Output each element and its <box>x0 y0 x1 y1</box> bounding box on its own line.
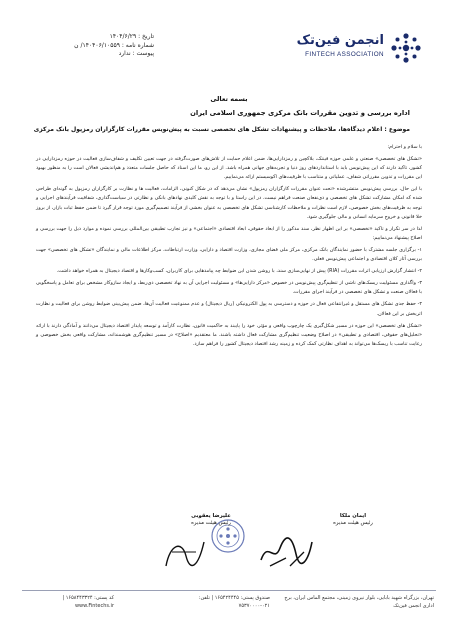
letter-meta <box>44 33 154 59</box>
fintech-logo-icon <box>390 32 422 64</box>
handwritten-signature-2 <box>160 532 210 572</box>
addressee: اداره بررسی و تدوین مقررات بانک مرکزی جمهوری اسلامی ایران <box>190 109 410 117</box>
logo-persian-name: انجمن فین‌تک <box>296 33 384 48</box>
footer-address: تهران، بزرگراه شهید بابایی، بلوار نیروی زمینی، مجتمع الماس ایران، برج اداری انجمن فین‌تک <box>284 595 434 609</box>
paragraph: لذا در سر تکرار و تاکید «تخصصی» بر این اظهار نظر، سند مذکور را از ابعاد حقوقی، ابعاد اقتصادی «اجتماعی» و نیز تجارب تطبیقی بین‌المللی بررسی نموده و موارد ذیل را جهت بررسی و اصلاح پیشنهاد می‌نماییم: <box>36 225 422 241</box>
paragraph: «تشکل های تخصصی» صنعتی و علمی حوزه فینتک، بلاکچین و رمزدارایی‌ها، ضمن اعلام حمایت از تلاش‌های صورت‌گرفته در جهت تعیین تکلیف و شفاف‌سازی فعالیت در حوزه رمزدارایی در کشور، تاکید دارند که این پیش‌نویس باید با استانداردهای روز دنیا و تجربه‌های جهانی همراه باشد. از این رو، ما این اسناد که حاصل جلسات متعدد و هم‌اندیشی فعالان است را به منظور بهبود این مقررات و تدوین مقرراتی شفاف، عملیاتی و متناسب با ظرفیت‌های اکوسیستم ارائه می‌نماییم. <box>36 156 422 181</box>
paragraph: با این حال، بررسی پیش‌نویس منتشرشده «تحت عنوان مقررات کارگزاران رمزپول» نشان می‌دهد که در شکل کنونی، الزامات، فعالیت ها و نظارت بر کارگزاران رمزپول به گونه‌ای طراحی شده که امکان مشارکت تشکل های تخصصی و ذی‌نفعان صنعت فراهم نیست. در این راستا و با توجه به نقش کلیدی نهادهای بانکی و نظارتی در سیاست‌گذاری، شفافیت فرآیندهای اجرایی و توجه به ظرفیت‌های بخش خصوصی، لازم است نظرات و ملاحظات کارشناسی تشکل های تخصصی به عنوان بخشی از فرآیند تصمیم‌گیری مورد توجه قرار گیرد تا ضمن حفظ ثبات بازار، از بروز خلا قانونی و خروج سرمایه انسانی و مالی جلوگیری شود. <box>36 186 422 220</box>
letter-body <box>36 143 422 352</box>
signatory-title: رئیس هیئت مدیره <box>333 520 373 526</box>
signatory-name: علیرضا یعقوبی <box>191 513 231 519</box>
signature-block-1 <box>308 513 398 527</box>
footer-divider <box>22 590 436 591</box>
handwritten-signature-1 <box>256 530 316 570</box>
greeting: با سلام و احترام: <box>387 144 422 150</box>
bismillah: بسمه تعالی <box>210 95 248 103</box>
signatory-name: ایمان ملکا <box>339 513 367 519</box>
footer-postal-website: کد پستی: ۱۶۵۸۴۴۳۳۲۴ | www.Fintechs.ir <box>62 595 114 609</box>
letter-number: شماره نامه : ۱۴۰۴۰۶/۱۰۵۵۹/ ن <box>74 41 154 49</box>
recommendation-item: ۳- واگذاری مسئولیت ریسک‌های ناشی از تنظیم‌گری پیش‌نویس در خصوص «مرکز دارایی‌ها» و مسئولیت اجرایی آن به نهاد تخصصی ذی‌ربط، و ایجاد سازوکار مشخص برای تعامل و پاسخگویی با فعالان صنعت و تشکل های تخصصی در فرآیند اجرای مقررات. <box>36 280 422 296</box>
signature-block-2 <box>166 513 256 527</box>
signatory-title: رئیس هیئت مدیره <box>191 520 231 526</box>
attachment-label: پیوست : ندارد <box>118 50 154 57</box>
logo-english-name: FINTECH ASSOCIATION <box>305 51 384 58</box>
date-label: تاریخ : ۱۴۰۴/۶/۲۹ <box>109 33 154 40</box>
fintech-association-logo <box>292 32 422 66</box>
subject-line: موضوع : اعلام دیدگاه‌ها، ملاحظات و پیشنهادات تشکل های تخصصی نسبت به پیش‌نویس مقررات کارگزاران رمزپول بانک مرکزی <box>33 126 410 133</box>
recommendation-item: ۲- انتشار گزارش ارزیابی اثرات مقررات (RIA) پیش از نهایی‌سازی سند، با روشن شدن این ضوابط چه پیامدهایی برای کاربران، کسب‌وکارها و اقتصاد دیجیتال به همراه خواهد داشت. <box>56 268 422 275</box>
recommendation-item: ۱- برگزاری جلسه مشترک با حضور نمایندگان بانک مرکزی، مرکز ملی فضای مجازی، وزارت اقتصاد و دارایی، وزارت ارتباطات، مرکز اطلاعات مالی و نمایندگان «تشکل های تخصصی» جهت بررسی آثار کلان اقتصادی و اجتماعی پیش‌نویس فعلی. <box>36 246 422 263</box>
closing-paragraph: «تشکل های تخصصی» این حوزه در مسیر شکل‌گیری یک چارچوب واقعی و مؤثر، خود را پایبند به حاکمیت قانون، نظارت کارآمد و توسعه پایدار اقتصاد دیجیتال می‌دانند و آمادگی دارند با ارائه «تحلیل‌های حقوقی، اقتصادی و تطبیقی» در اصلاح وضعیت تنظیم‌گری مشارکت فعال داشته باشند. ما معتقدیم «اصلاح» در مسیر تنظیم‌گری هوشمندانه، مشارکت واقعی بخش خصوصی و رعایت تناسب با ریسک‌ها می‌تواند به اهداف نظارتی کمک کرده و زمینه رشد اقتصاد دیجیتال کشور را فراهم سازد. <box>36 322 422 347</box>
recommendation-item: ۴- حفظ جدی تشکل های مستقل و غیرانتفاعی فعال در حوزه و دسترسی به پول الکترونیکی (ریال دیجیتال) و عدم ممنوعیت فعالیت آن‌ها، ضمن پیش‌بینی ضوابط روشن برای فعالیت و نظارت اثربخش بر این فعالان. <box>36 301 422 317</box>
footer-phone: صندوق پستی: ۱۶۵۴۲۴۴۴۵ | تلفن: ۰۲۱-۷۵۳۷۰۰۰۰ <box>198 595 270 609</box>
